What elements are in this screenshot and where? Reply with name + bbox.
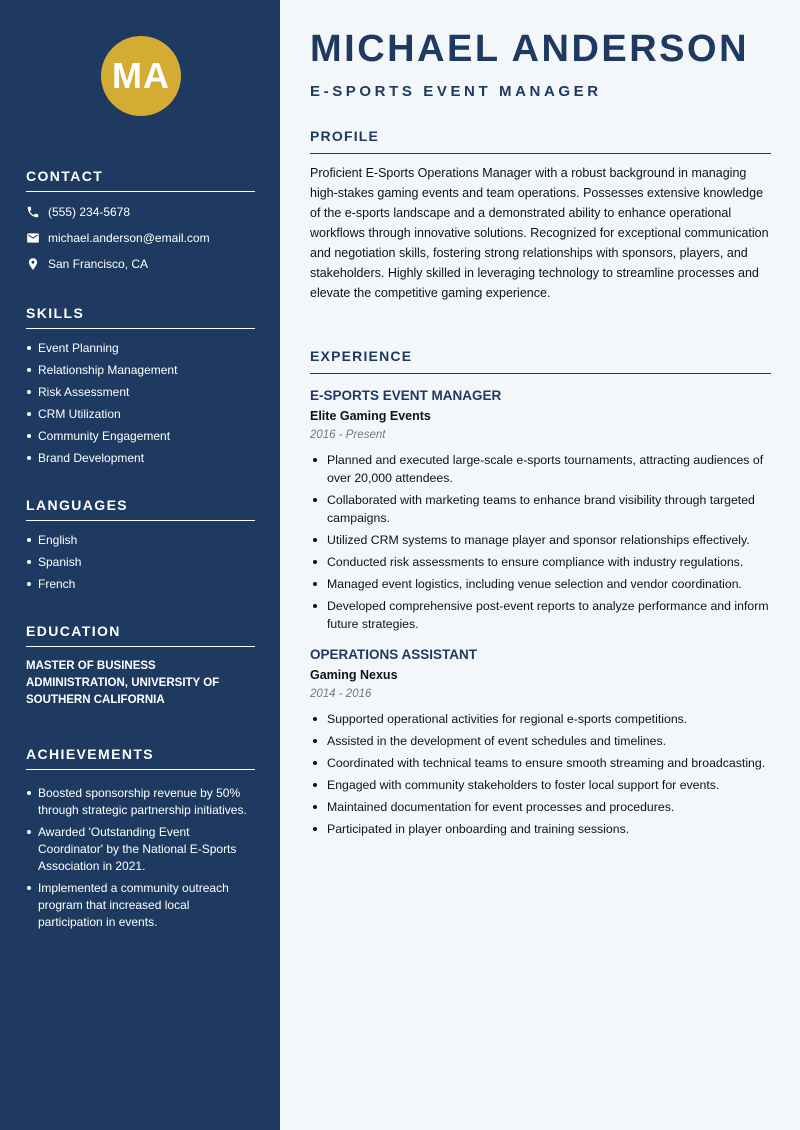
languages-section — [26, 497, 255, 598]
skill-item: Event Planning — [26, 340, 255, 356]
job-bullet: Planned and executed large-scale e-sports tournaments, attracting audiences of over 20,000 attendees. — [310, 451, 771, 487]
experience-section — [310, 348, 771, 842]
education-degree: MASTER OF BUSINESS ADMINISTRATION, UNIVERSITY OF SOUTHERN CALIFORNIA — [26, 660, 220, 706]
achievements-section — [26, 746, 255, 936]
job-bullet: Participated in player onboarding and training sessions. — [310, 820, 771, 838]
profile-text: Proficient E-Sports Operations Manager with a robust background in managing high-stakes gaming events and team operations. Possesses extensive knowledge of the e-sports landscape and a demonstrated ability to enhance operational workflows through innovative solutions. Recognized for exceptional communication and negotiation skills, fostering strong relationships with sponsors, players, and stakeholders. Highly skilled in leveraging technology to streamline processes and elevate the competitive gaming experience. — [310, 166, 769, 300]
skills-section — [26, 305, 255, 472]
language-item: French — [26, 576, 255, 592]
job-bullet: Maintained documentation for event processes and procedures. — [310, 798, 771, 816]
candidate-title: E-SPORTS EVENT MANAGER — [310, 83, 602, 100]
company-name: Gaming Nexus — [310, 668, 398, 682]
job-title: OPERATIONS ASSISTANT — [310, 647, 478, 662]
contact-location — [26, 256, 255, 272]
education-heading: EDUCATION — [26, 623, 255, 647]
job-bullet: Collaborated with marketing teams to enhance brand visibility through targeted campaigns. — [310, 491, 771, 527]
achievement-item: Awarded 'Outstanding Event Coordinator' by the National E-Sports Association in 2021. — [26, 824, 255, 875]
skill-item: Relationship Management — [26, 362, 255, 378]
skill-item: Risk Assessment — [26, 384, 255, 400]
job-bullet: Assisted in the development of event schedules and timelines. — [310, 732, 771, 750]
candidate-name: MICHAEL ANDERSON — [310, 28, 750, 70]
main-content — [280, 0, 800, 1130]
job-bullets — [310, 710, 771, 838]
job-dates: 2016 - Present — [310, 429, 386, 441]
job-bullet: Conducted risk assessments to ensure compliance with industry regulations. — [310, 553, 771, 571]
job-bullet: Utilized CRM systems to manage player and sponsor relationships effectively. — [310, 531, 771, 549]
language-item: English — [26, 532, 255, 548]
skill-item: CRM Utilization — [26, 406, 255, 422]
job-bullets — [310, 451, 771, 633]
achievement-item: Boosted sponsorship revenue by 50% through strategic partnership initiatives. — [26, 785, 255, 819]
company-name: Elite Gaming Events — [310, 409, 431, 423]
phone-text: (555) 234-5678 — [48, 205, 131, 219]
job-bullet: Engaged with community stakeholders to foster local support for events. — [310, 776, 771, 794]
language-item: Spanish — [26, 554, 255, 570]
skill-item: Brand Development — [26, 450, 255, 466]
job-bullet: Supported operational activities for regional e-sports competitions. — [310, 710, 771, 728]
location-text: San Francisco, CA — [48, 257, 149, 271]
contact-heading: CONTACT — [26, 168, 255, 192]
phone-icon — [26, 205, 40, 219]
profile-section — [310, 128, 771, 303]
achievements-heading: ACHIEVEMENTS — [26, 746, 255, 770]
job-bullet: Coordinated with technical teams to ensure smooth streaming and broadcasting. — [310, 754, 771, 772]
job-entry — [310, 388, 771, 633]
achievements-list — [26, 785, 255, 931]
skills-heading: SKILLS — [26, 305, 255, 329]
contact-phone — [26, 204, 255, 220]
job-title: E-SPORTS EVENT MANAGER — [310, 388, 502, 403]
job-bullet: Managed event logistics, including venue selection and vendor coordination. — [310, 575, 771, 593]
contact-email — [26, 230, 255, 246]
experience-heading: EXPERIENCE — [310, 348, 771, 374]
languages-list — [26, 532, 255, 592]
email-text[interactable]: michael.anderson@email.com — [48, 231, 210, 245]
achievement-item: Implemented a community outreach program that increased local participation in events. — [26, 880, 255, 931]
sidebar — [0, 0, 280, 1130]
skills-list — [26, 340, 255, 466]
avatar-initials: MA — [101, 36, 181, 116]
job-entry — [310, 647, 771, 838]
profile-heading: PROFILE — [310, 128, 771, 154]
location-pin-icon — [26, 257, 40, 271]
job-bullet: Developed comprehensive post-event reports to analyze performance and inform future strategies. — [310, 597, 771, 633]
education-section — [26, 623, 255, 709]
languages-heading: LANGUAGES — [26, 497, 255, 521]
skill-item: Community Engagement — [26, 428, 255, 444]
contact-section — [26, 168, 255, 272]
email-icon — [26, 231, 40, 245]
job-dates: 2014 - 2016 — [310, 688, 372, 700]
